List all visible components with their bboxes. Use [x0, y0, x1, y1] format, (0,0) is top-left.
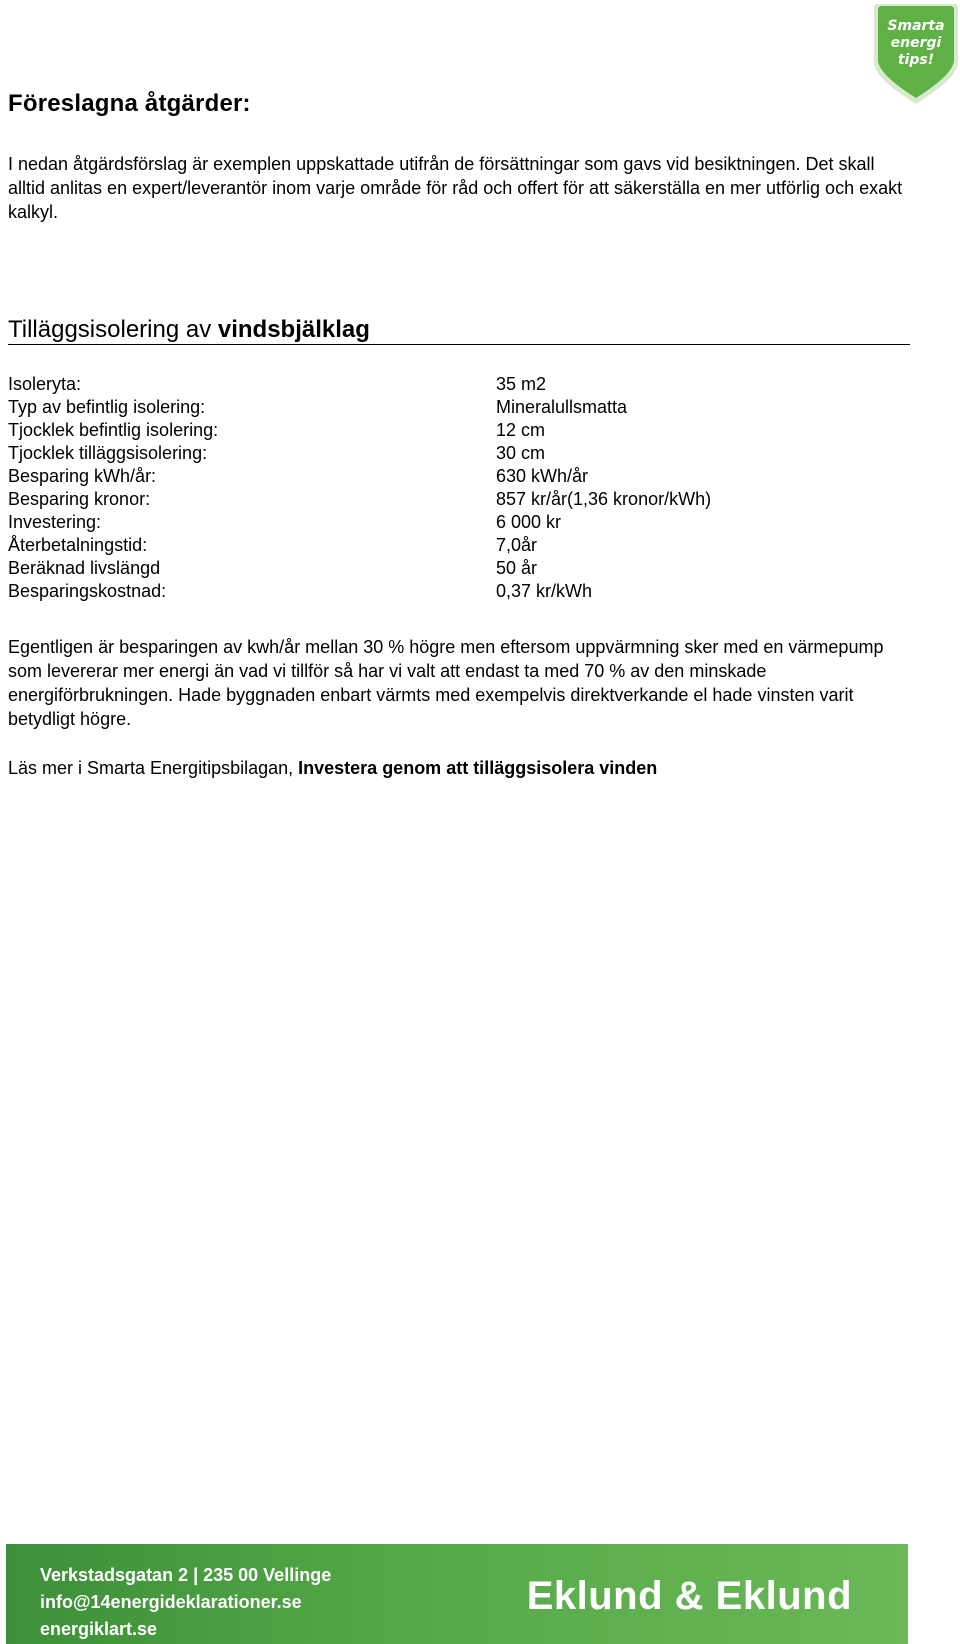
spec-row	[8, 465, 908, 488]
spec-label: Beräknad livslängd	[8, 558, 161, 578]
read-more-paragraph	[8, 756, 657, 780]
spec-row	[8, 488, 908, 511]
spec-label: Besparingskostnad:	[8, 581, 167, 601]
spec-row	[8, 511, 908, 534]
spec-value: 7,0år	[496, 535, 538, 555]
read-more-link[interactable]: Investera genom att tilläggsisolera vinden	[298, 758, 658, 778]
spec-row	[8, 419, 908, 442]
section-heading-bold: vindsbjälklag	[217, 316, 370, 343]
spec-row	[8, 534, 908, 557]
note-paragraph: Egentligen är besparingen av kwh/år mellan 30 % högre men eftersom uppvärmning sker med en värmepump som levererar mer energi än vad vi tillför så har vi valt att endast ta med 70 % av den minskade energiförbrukningen. Hade byggnaden enbart värmts med exempelvis direktverkande el hade vinsten varit betydligt högre.	[8, 637, 884, 729]
footer-contact	[40, 1562, 331, 1643]
svg-text:energi: energi	[890, 35, 942, 51]
spec-value: 50 år	[496, 558, 538, 578]
spec-row	[8, 396, 908, 419]
footer-brand-logo: Eklund & Eklund	[526, 1574, 852, 1618]
spec-label: Tjocklek befintlig isolering:	[8, 420, 219, 440]
spec-value: 35 m2	[496, 374, 547, 394]
spec-value: Mineralullsmatta	[496, 397, 628, 417]
spec-value: 12 cm	[496, 420, 546, 440]
spec-table	[8, 373, 908, 603]
spec-label: Besparing kronor:	[8, 489, 151, 509]
spec-value: 630 kWh/år	[496, 466, 589, 486]
spec-value: 857 kr/år(1,36 kronor/kWh)	[496, 489, 712, 509]
spec-value: 30 cm	[496, 443, 546, 463]
section-heading-normal: Tilläggsisolering av	[8, 316, 218, 343]
footer-banner	[6, 1544, 908, 1644]
read-more-prefix: Läs mer i Smarta Energitipsbilagan,	[8, 758, 299, 778]
svg-text:Smarta: Smarta	[887, 18, 945, 34]
spec-label: Isoleryta:	[8, 374, 82, 394]
intro-paragraph: I nedan åtgärdsförslag är exemplen uppskattade utifrån de försättningar som gavs vid besiktningen. Det skall alltid anlitas en expert/leverantör inom varje område för råd och offert för att säkerställa en mer utförlig och exakt kalkyl.	[8, 154, 903, 222]
spec-label: Återbetalningstid:	[8, 535, 148, 555]
spec-row	[8, 580, 908, 603]
spec-row	[8, 373, 908, 396]
section-heading	[8, 316, 910, 345]
spec-row	[8, 557, 908, 580]
spec-value: 6 000 kr	[496, 512, 562, 532]
spec-label: Besparing kWh/år:	[8, 466, 157, 486]
page-title: Föreslagna åtgärder:	[8, 90, 251, 117]
footer-email[interactable]: info@14energideklarationer.se	[40, 1592, 302, 1612]
spec-label: Investering:	[8, 512, 102, 532]
smarta-energi-tips-logo	[872, 0, 960, 108]
footer-address: Verkstadsgatan 2 | 235 00 Vellinge	[40, 1565, 332, 1585]
footer-website[interactable]: energiklart.se	[40, 1619, 158, 1639]
spec-row	[8, 442, 908, 465]
shield-badge-icon	[872, 0, 960, 108]
spec-value: 0,37 kr/kWh	[496, 581, 593, 601]
spec-label: Typ av befintlig isolering:	[8, 397, 206, 417]
spec-label: Tjocklek tilläggsisolering:	[8, 443, 208, 463]
svg-text:tips!: tips!	[897, 52, 935, 68]
